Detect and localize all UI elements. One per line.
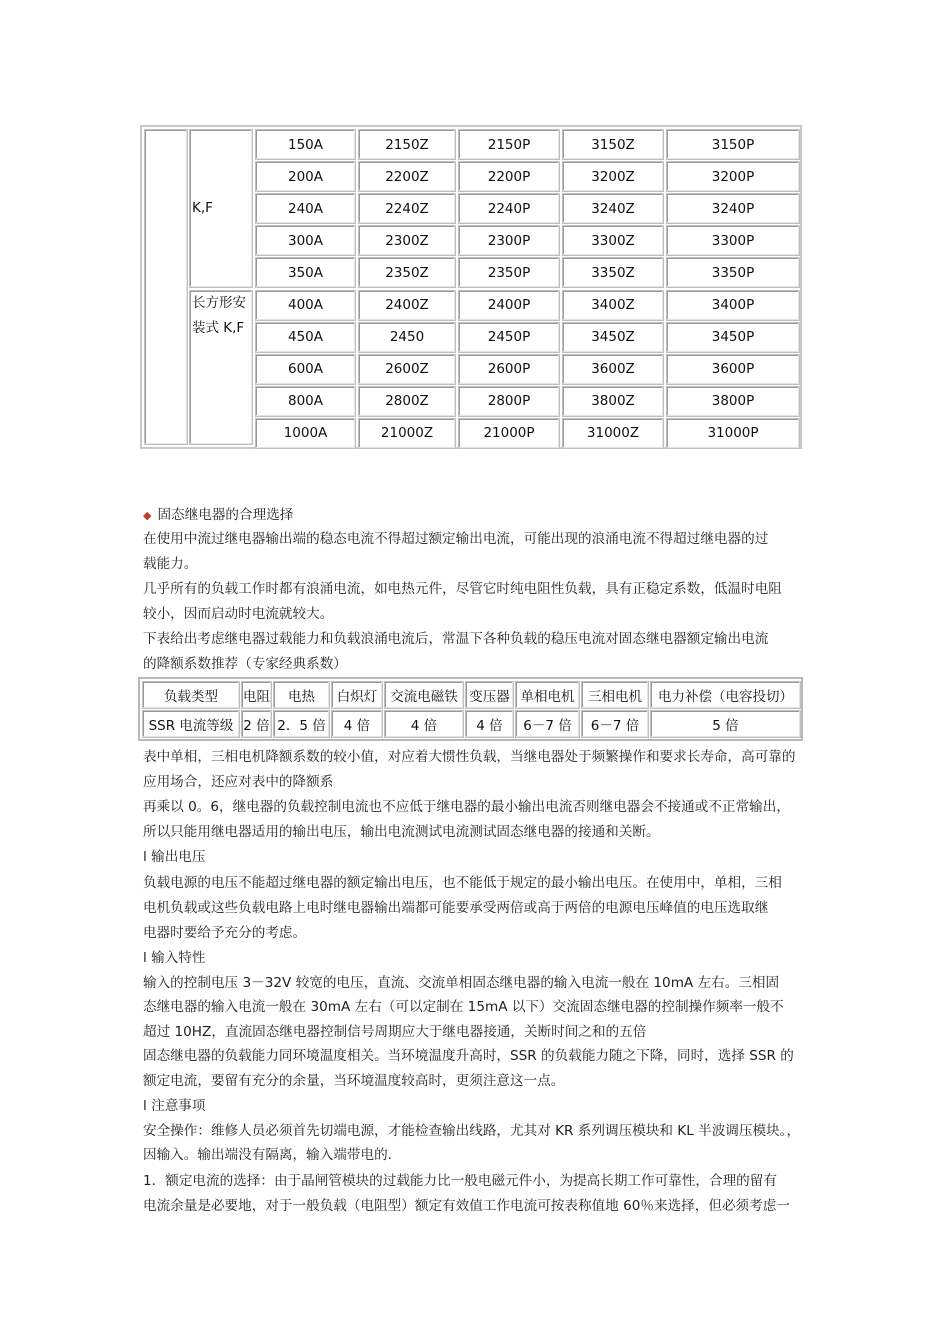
rated-current-cell: 400A <box>255 290 356 321</box>
model-code-cell: 2450 <box>358 322 456 353</box>
load-table-header-cell: 电阻 <box>241 681 272 709</box>
diamond-bullet-icon: ◆ <box>143 509 152 522</box>
model-code-cell: 3450P <box>666 322 800 353</box>
load-table-header-cell: 负载类型 <box>142 681 240 709</box>
load-table-header-cell: 变压器 <box>465 681 514 709</box>
load-table-value-cell: 4 倍 <box>331 710 383 738</box>
group-kf-label <box>189 129 253 288</box>
model-code-cell: 21000Z <box>358 418 456 449</box>
model-code-cell: 3150Z <box>562 129 664 160</box>
model-code-cell: 2150Z <box>358 129 456 160</box>
rated-current-cell: 350A <box>255 257 356 288</box>
section-title-text: 固态继电器的合理选择 <box>157 507 294 523</box>
paragraph-line: 表中单相，三相电机降额系数的较小值，对应着大惯性负载，当继电器处于频繁操作和要求长寿命，高可靠的 <box>143 749 796 765</box>
model-code-cell: 2400Z <box>358 290 456 321</box>
model-code-cell: 2300P <box>458 225 560 256</box>
load-table-value-cell: 4 倍 <box>465 710 514 738</box>
rated-current-cell: 1000A <box>255 418 356 449</box>
load-table-value-cell: 2 倍 <box>241 710 272 738</box>
paragraph-line: 较小，因而启动时电流就较大。 <box>143 606 334 622</box>
load-table-header-cell: 电热 <box>273 681 330 709</box>
paragraph-line: 态继电器的输入电流一般在 30mA 左右（可以定制在 15mA 以下）交流固态继电器的控制操作频率一般不 <box>143 999 784 1015</box>
group-rect-kf-label <box>189 290 253 445</box>
model-code-cell: 2600P <box>458 354 560 385</box>
model-code-cell: 21000P <box>458 418 560 449</box>
model-code-cell: 3800Z <box>562 386 664 417</box>
model-code-cell: 3400Z <box>562 290 664 321</box>
model-code-cell: 2600Z <box>358 354 456 385</box>
model-code-cell: 3240P <box>666 193 800 224</box>
model-code-cell: 3600P <box>666 354 800 385</box>
paragraph-line: 所以只能用继电器适用的输出电压，输出电流测试电流测试固态继电器的接通和关断。 <box>143 824 660 840</box>
paragraph-line: 在使用中流过继电器输出端的稳态电流不得超过额定输出电流，可能出现的浪涌电流不得超过继电器的过 <box>143 531 769 547</box>
model-code-cell: 2350P <box>458 257 560 288</box>
model-code-cell: 3350P <box>666 257 800 288</box>
load-table-row-label: SSR 电流等级 <box>142 710 240 738</box>
model-code-cell: 3300Z <box>562 225 664 256</box>
model-code-cell: 3400P <box>666 290 800 321</box>
load-table-header-cell: 三相电机 <box>581 681 649 709</box>
load-table-value-cell: 6－7 倍 <box>581 710 649 738</box>
load-table-value-cell: 6－7 倍 <box>515 710 580 738</box>
model-code-cell: 3150P <box>666 129 800 160</box>
model-code-cell: 2400P <box>458 290 560 321</box>
paragraph-line: l 注意事项 <box>143 1098 206 1114</box>
section-title <box>143 505 293 526</box>
paragraph-line: 安全操作：维修人员必须首先切端电源，才能检查输出线路，尤其对 KR 系列调压模块和 KL 半波调压模块。， <box>143 1123 801 1139</box>
load-derating-table <box>138 677 803 741</box>
group-kf-text: K,F <box>192 200 213 216</box>
model-code-cell: 2240P <box>458 193 560 224</box>
model-code-cell: 2200P <box>458 161 560 192</box>
model-code-cell: 2800Z <box>358 386 456 417</box>
paragraph-line: l 输入特性 <box>143 950 206 966</box>
model-code-cell: 3350Z <box>562 257 664 288</box>
model-code-cell: 2350Z <box>358 257 456 288</box>
rated-current-cell: 300A <box>255 225 356 256</box>
load-table-value-cell: 4 倍 <box>384 710 464 738</box>
model-code-cell: 3600Z <box>562 354 664 385</box>
rated-current-cell: 450A <box>255 322 356 353</box>
paragraph-line: 负载电源的电压不能超过继电器的额定输出电压，也不能低于规定的最小输出电压。在使用中，单相，三相 <box>143 875 782 891</box>
model-code-cell: 31000Z <box>562 418 664 449</box>
model-code-cell: 3200P <box>666 161 800 192</box>
rated-current-cell: 600A <box>255 354 356 385</box>
model-code-cell: 3200Z <box>562 161 664 192</box>
rated-current-cell: 150A <box>255 129 356 160</box>
paragraph-line: 1．额定电流的选择：由于晶闸管模块的过载能力比一般电磁元件小，为提高长期工作可靠性，合理的留有 <box>143 1173 777 1189</box>
load-table-value-cell: 2．5 倍 <box>273 710 330 738</box>
model-code-cell: 3240Z <box>562 193 664 224</box>
rated-current-cell: 240A <box>255 193 356 224</box>
paragraph-line: 应用场合，还应对表中的降额系 <box>143 774 334 790</box>
model-code-cell: 3450Z <box>562 322 664 353</box>
load-table-header-cell: 交流电磁铁 <box>384 681 464 709</box>
load-table-header-cell: 白炽灯 <box>331 681 383 709</box>
model-code-cell: 2800P <box>458 386 560 417</box>
model-code-cell: 3300P <box>666 225 800 256</box>
load-table-value-cell: 5 倍 <box>650 710 801 738</box>
model-code-cell: 2150P <box>458 129 560 160</box>
paragraph-line: 的降额系数推荐（专家经典系数） <box>143 656 347 672</box>
model-code-cell: 3800P <box>666 386 800 417</box>
paragraph-line: 下表给出考虑继电器过载能力和负载浪涌电流后，常温下各种负载的稳压电流对固态继电器额定输出电流 <box>143 631 769 647</box>
product-model-table <box>140 125 802 449</box>
paragraph-line: 几乎所有的负载工作时都有浪涌电流，如电热元件，尽管它时纯电阻性负载，具有正稳定系数，低温时电阻 <box>143 581 782 597</box>
paragraph-line: 额定电流，要留有充分的余量，当环境温度较高时，更须注意这一点。 <box>143 1073 565 1089</box>
paragraph-line: 电器时要给予充分的考虑。 <box>143 925 307 941</box>
paragraph-line: 载能力。 <box>143 556 198 572</box>
paragraph-line: 因输入。输出端没有隔离，输入端带电的. <box>143 1147 393 1163</box>
rated-current-cell: 800A <box>255 386 356 417</box>
group-rect-kf-text-2: 装式 K,F <box>192 320 245 336</box>
model-code-cell: 2450P <box>458 322 560 353</box>
paragraph-line: 固态继电器的负载能力同环境温度相关。当环境温度升高时，SSR 的负载能力随之下降，同时，选择 SSR 的 <box>143 1048 794 1064</box>
paragraph-line: 输入的控制电压 3－32V 较宽的电压，直流、交流单相固态继电器的输入电流一般在 10mA 左右。三相固 <box>143 975 780 991</box>
paragraph-line: 电机负载或这些负载电路上电时继电器输出端都可能要承受两倍或高于两倍的电源电压峰值的电压选取继 <box>143 900 769 916</box>
table-empty-cell <box>144 129 188 445</box>
paragraph-line: l 输出电压 <box>143 849 206 865</box>
load-table-header-cell: 电力补偿（电容投切） <box>650 681 801 709</box>
model-code-cell: 2240Z <box>358 193 456 224</box>
paragraph-line: 再乘以 0。6，继电器的负载控制电流也不应低于继电器的最小输出电流否则继电器会不接通或不正常输出， <box>143 799 790 815</box>
load-table-header-cell: 单相电机 <box>515 681 580 709</box>
rated-current-cell: 200A <box>255 161 356 192</box>
model-code-cell: 2300Z <box>358 225 456 256</box>
paragraph-line: 电流余量是必要地，对于一般负载（电阻型）额定有效值工作电流可按表称值地 60％来选择，但必须考虑一 <box>143 1198 790 1214</box>
group-rect-kf-text-1: 长方形安 <box>192 295 246 311</box>
model-code-cell: 2200Z <box>358 161 456 192</box>
paragraph-line: 超过 10HZ，直流固态继电器控制信号周期应大于继电器接通，关断时间之和的五倍 <box>143 1024 647 1040</box>
model-code-cell: 31000P <box>666 418 800 449</box>
